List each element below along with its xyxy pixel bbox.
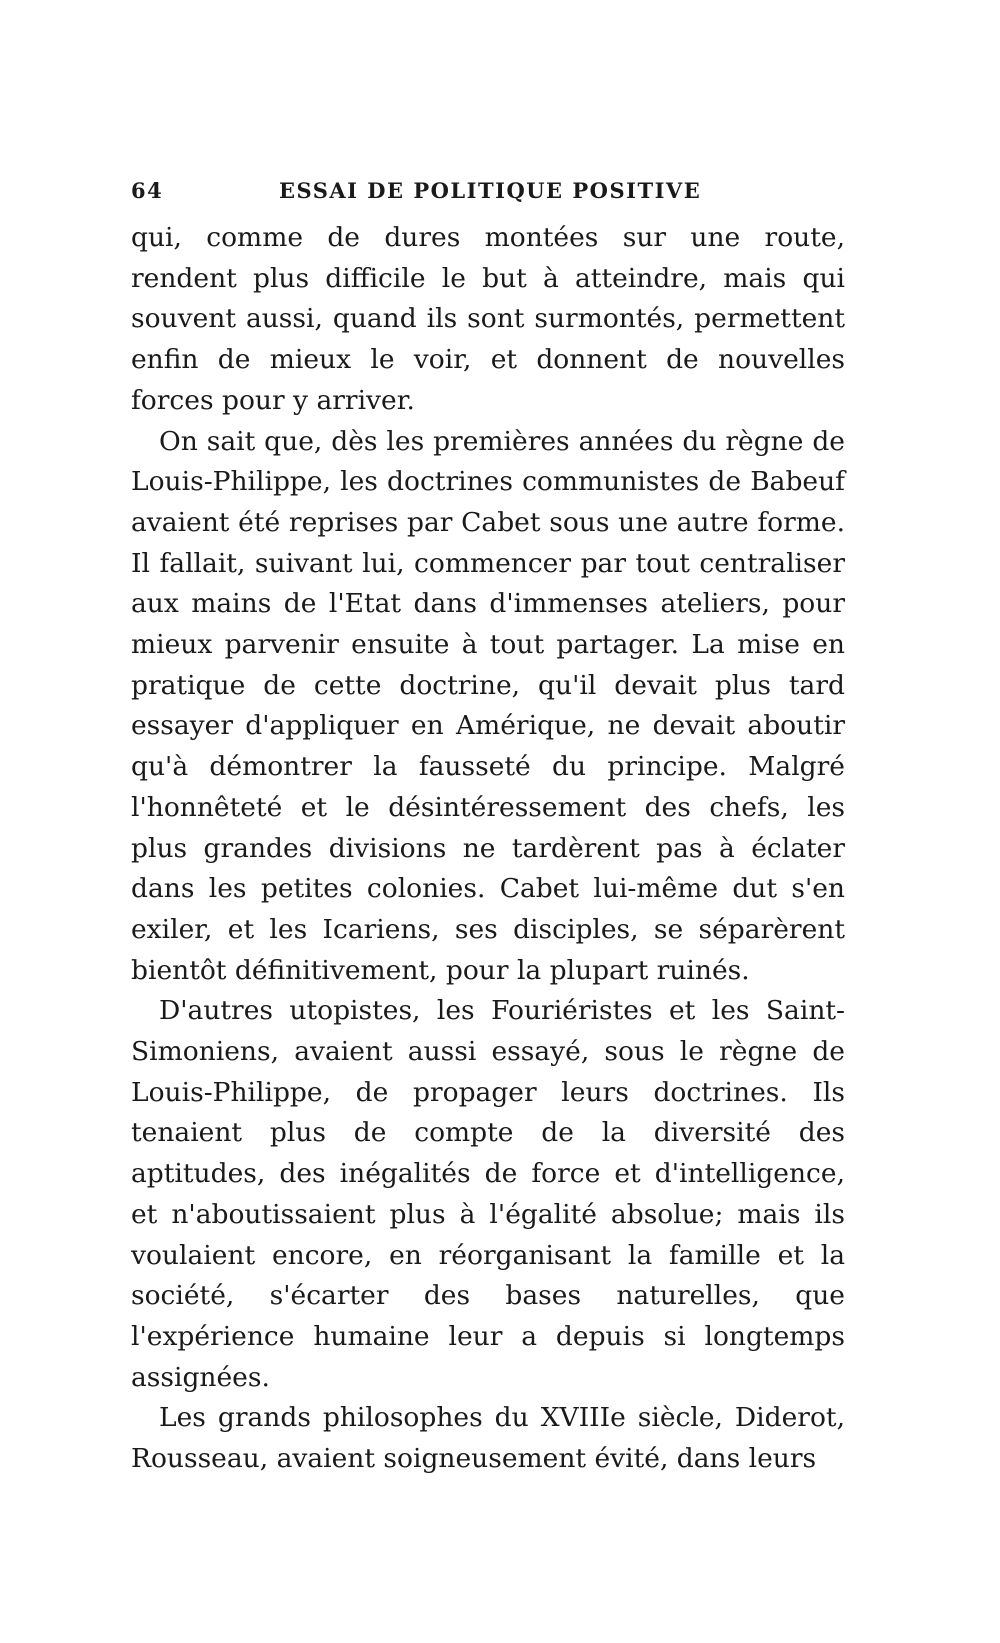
book-page (131, 178, 845, 1480)
paragraph-3: D'autres utopistes, les Fouriéristes et les Saint-Simoniens, avaient aussi essayé, sous le règne de Louis-Philippe, de propager leurs doctrines. Ils tenaient plus de compte de la diversité des aptitudes, des inégalités de force et d'intelligence, et n'aboutissaient plus à l'égalité absolue; mais ils voulaient encore, en réorganisant la famille et la société, s'écarter des bases naturelles, que l'expérience humaine leur a depuis si longtemps assignées. (131, 995, 845, 1393)
page-number: 64 (131, 178, 164, 203)
paragraph-1: qui, comme de dures montées sur une route, rendent plus difficile le but à atteindre, mais qui souvent aussi, quand ils sont surmontés, permettent enfin de mieux le voir, et donnent de nouvelles forces pour y arriver. (131, 222, 845, 416)
paragraph-4: Les grands philosophes du XVIIIe siècle, Diderot, Rousseau, avaient soigneusement évité, dans leurs (131, 1402, 845, 1475)
running-head (131, 178, 845, 218)
body-text (131, 218, 845, 1480)
running-title: ESSAI DE POLITIQUE POSITIVE (279, 178, 702, 203)
paragraph-2: On sait que, dès les premières années du règne de Louis-Philippe, les doctrines communistes de Babeuf avaient été reprises par Cabet sous une autre forme. Il fallait, suivant lui, commencer par tout centraliser aux mains de l'Etat dans d'immenses ateliers, pour mieux parvenir ensuite à tout partager. La mise en pratique de cette doctrine, qu'il devait plus tard essayer d'appliquer en Amérique, ne devait aboutir qu'à démontrer la fausseté du principe. Malgré l'honnêteté et le désintéressement des chefs, les plus grandes divisions ne tardèrent pas à éclater dans les petites colonies. Cabet lui-même dut s'en exiler, et les Icariens, ses disciples, se séparèrent bientôt définitivement, pour la plupart ruinés. (131, 425, 845, 986)
